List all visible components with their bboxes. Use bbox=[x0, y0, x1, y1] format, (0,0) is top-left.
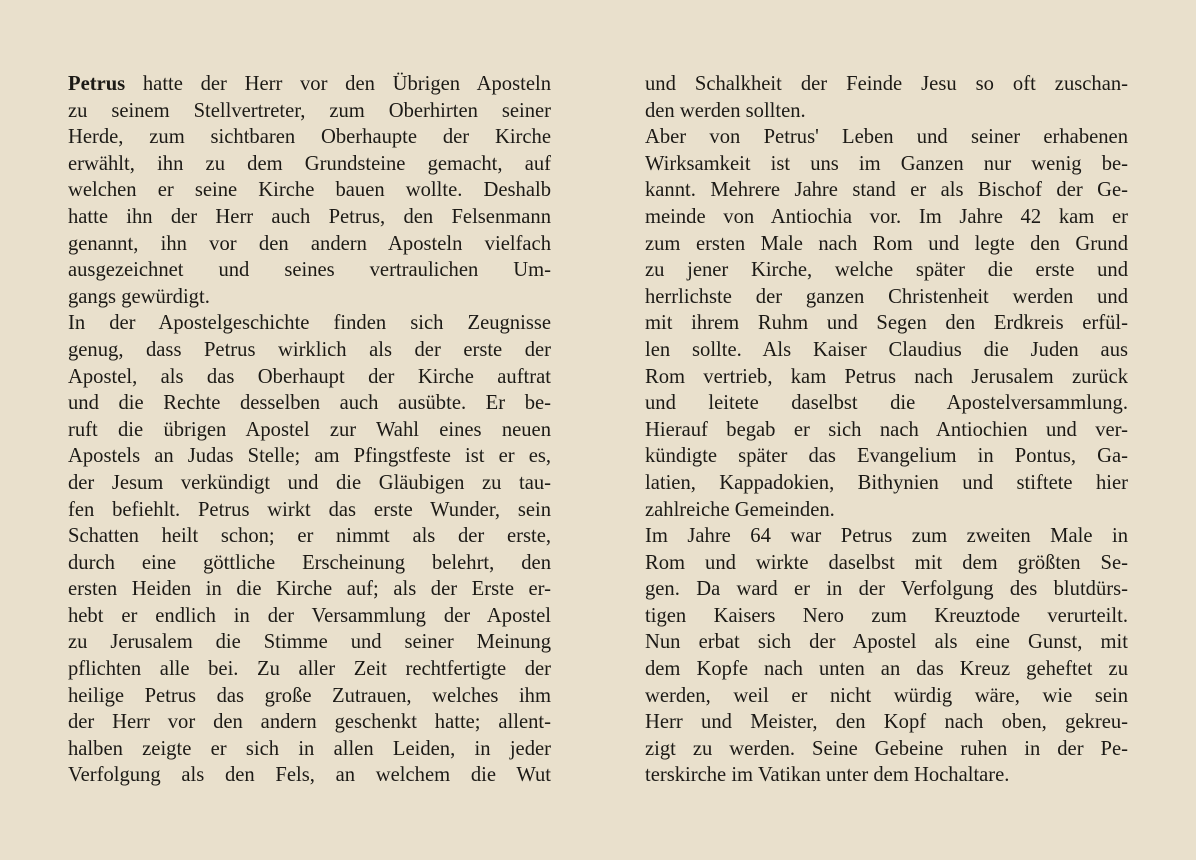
text-line: terskirche im Vatikan unter dem Hochaltare. bbox=[645, 764, 1010, 787]
text-line: Im Jahre 64 war Petrus zum zweiten Male in bbox=[645, 525, 1128, 548]
text-line: zu Jerusalem die Stimme und seiner Meinung bbox=[68, 631, 551, 654]
text-line: Apostel, als das Oberhaupt der Kirche auftrat bbox=[68, 365, 551, 388]
text-line: zu jener Kirche, welche später die erste und bbox=[645, 259, 1128, 282]
text-line: fen befiehlt. Petrus wirkt das erste Wunder, sein bbox=[68, 498, 551, 521]
right-column bbox=[645, 71, 1128, 789]
text-line: len sollte. Als Kaiser Claudius die Juden aus bbox=[645, 338, 1128, 361]
text-line: herrlichste der ganzen Christenheit werden und bbox=[645, 285, 1128, 308]
text-line: Rom und wirkte daselbst mit dem größten Se- bbox=[645, 551, 1128, 574]
text-line: zahlreiche Gemeinden. bbox=[645, 498, 835, 521]
text-line: ausgezeichnet und seines vertraulichen Um- bbox=[68, 259, 551, 282]
text-line: genannt, ihn vor den andern Aposteln vielfach bbox=[68, 232, 551, 255]
text-line: der Herr vor den andern geschenkt hatte; allent- bbox=[68, 711, 551, 734]
text-line: Herde, zum sichtbaren Oberhaupte der Kirche bbox=[68, 126, 551, 149]
text-line: Verfolgung als den Fels, an welchem die Wut bbox=[68, 764, 551, 787]
text-line: kannt. Mehrere Jahre stand er als Bischof der Ge- bbox=[645, 179, 1128, 202]
text-line bbox=[68, 71, 551, 98]
bold-name: Petrus bbox=[68, 73, 126, 95]
text-line: meinde von Antiochia vor. Im Jahre 42 kam er bbox=[645, 205, 1128, 228]
text-line: und leitete daselbst die Apostelversammlung. bbox=[645, 392, 1128, 415]
text-line: latien, Kappadokien, Bithynien und stiftete hier bbox=[645, 471, 1128, 494]
text-line: Schatten heilt schon; er nimmt als der erste, bbox=[68, 525, 551, 548]
text-line: und die Rechte desselben auch ausübte. Er be- bbox=[68, 392, 551, 415]
left-column bbox=[68, 71, 551, 789]
text-line: heilige Petrus das große Zutrauen, welches ihm bbox=[68, 684, 551, 707]
text-line: In der Apostelgeschichte finden sich Zeugnisse bbox=[68, 312, 551, 335]
text-line: durch eine göttliche Erscheinung belehrt, den bbox=[68, 551, 551, 574]
text-line: tigen Kaisers Nero zum Kreuztode verurteilt. bbox=[645, 604, 1128, 627]
text-line: Wirksamkeit ist uns im Ganzen nur wenig be- bbox=[645, 152, 1128, 175]
text-line: zigt zu werden. Seine Gebeine ruhen in der Pe- bbox=[645, 737, 1128, 760]
text-line: gen. Da ward er in der Verfolgung des blutdürs- bbox=[645, 578, 1128, 601]
text-line: gangs gewürdigt. bbox=[68, 285, 210, 308]
text-line: ruft die übrigen Apostel zur Wahl eines neuen bbox=[68, 418, 551, 441]
text-line: ersten Heiden in die Kirche auf; als der Erste er- bbox=[68, 578, 551, 601]
text-line: erwählt, ihn zu dem Grundsteine gemacht, auf bbox=[68, 152, 551, 175]
text-line: kündigte später das Evangelium in Pontus, Ga- bbox=[645, 445, 1128, 468]
text-line: Aber von Petrus' Leben und seiner erhabenen bbox=[645, 126, 1128, 149]
text-line: Hierauf begab er sich nach Antiochien und ver- bbox=[645, 418, 1128, 441]
text-line: Nun erbat sich der Apostel als eine Gunst, mit bbox=[645, 631, 1128, 654]
text-line: halben zeigte er sich in allen Leiden, in jeder bbox=[68, 737, 551, 760]
text-line: dem Kopfe nach unten an das Kreuz geheftet zu bbox=[645, 658, 1128, 681]
text-line: der Jesum verkündigt und die Gläubigen zu tau- bbox=[68, 471, 551, 494]
text-line: Rom vertrieb, kam Petrus nach Jerusalem zurück bbox=[645, 365, 1128, 388]
line-text: hatte der Herr vor den Übrigen Aposteln bbox=[125, 73, 551, 95]
text-line: genug, dass Petrus wirklich als der erste der bbox=[68, 338, 551, 361]
text-line: hatte ihn der Herr auch Petrus, den Felsenmann bbox=[68, 205, 551, 228]
text-line: welchen er seine Kirche bauen wollte. Deshalb bbox=[68, 179, 551, 202]
text-line: mit ihrem Ruhm und Segen den Erdkreis erfül- bbox=[645, 312, 1128, 335]
text-line: zum ersten Male nach Rom und legte den Grund bbox=[645, 232, 1128, 255]
text-line: und Schalkheit der Feinde Jesu so oft zuschan- bbox=[645, 73, 1128, 95]
text-line: Herr und Meister, den Kopf nach oben, gekreu- bbox=[645, 711, 1128, 734]
text-line: hebt er endlich in der Versammlung der Apostel bbox=[68, 604, 551, 627]
text-line: den werden sollten. bbox=[645, 99, 806, 122]
text-line: pflichten alle bei. Zu aller Zeit rechtfertigte der bbox=[68, 658, 551, 681]
text-line: Apostels an Judas Stelle; am Pfingstfeste ist er es, bbox=[68, 445, 551, 468]
text-line: werden, weil er nicht würdig wäre, wie sein bbox=[645, 684, 1128, 707]
text-line: zu seinem Stellvertreter, zum Oberhirten seiner bbox=[68, 99, 551, 122]
